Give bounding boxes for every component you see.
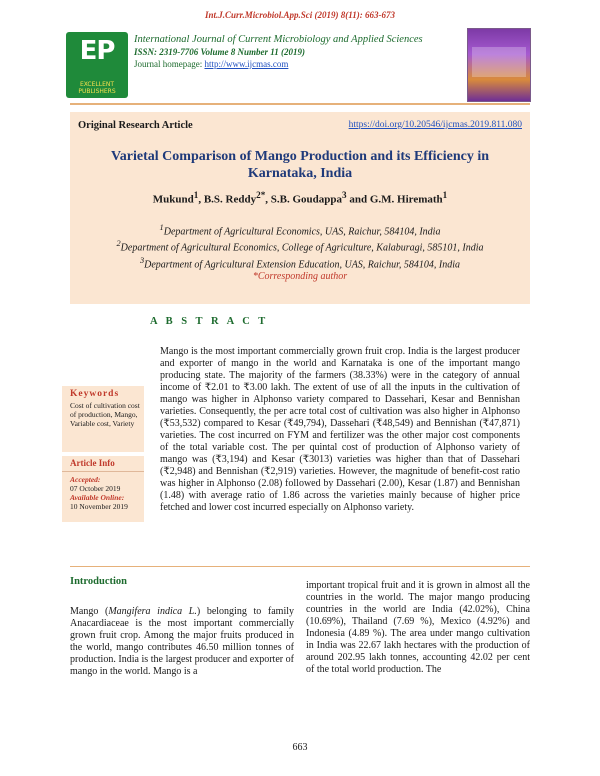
affiliation-3: $^3$Department of Agricultural Extension Education, UAS, Raichur, 584104, India (139, 255, 461, 270)
accepted-label: Accepted: (70, 475, 101, 484)
logo-letters: EP (79, 36, 115, 66)
article-type: Original Research Article (78, 120, 193, 131)
intro-right-column: important tropical fruit and it is grown in almost all the countries in the world. The major mango producing countries in the world are India (42.02%), China (10.69%), Thailand (7.69 %), Mexico (4.92%) and Indonesia (4.89 %). The area under mango cultivation in India was 22.67 lakh hectares with the production of around 202.95 lakh tonnes, accounting 42.02 per cent of the total world production. The (306, 580, 530, 675)
introduction-heading: Introduction (70, 576, 127, 587)
journal-cover-image (467, 28, 531, 102)
species-name: Mangifera indica L. (108, 606, 197, 617)
header-divider (70, 103, 530, 105)
affiliation-2: $^2$Department of Agricultural Economics, College of Agriculture, Kalaburagi, 585101, India (116, 239, 484, 254)
corresponding-author: *Corresponding author (252, 270, 348, 282)
keywords-box (62, 386, 144, 452)
journal-issn: ISSN: 2319-7706 Volume 8 Number 11 (2019) (134, 47, 306, 57)
abstract-heading: A B S T R A C T (150, 316, 269, 327)
publisher-logo (66, 32, 128, 98)
intro-left-column: Mango (Mangifera indica L.) belonging to family Anacardiaceae is the most important commercially grown fruit crop. Among the major fruits produced in the world, mango contributes 46.50 million tonnes of production. India is the largest producer and exporter of mango in the world. Mango is a (70, 606, 294, 677)
article-title: Varietal Comparison of Mango Production and its Efficiency in Karnataka, India (110, 149, 489, 181)
homepage-label: Journal homepage: (134, 59, 205, 69)
logo-text: EXCELLENT PUBLISHERS (78, 81, 116, 95)
keywords-text: Cost of cultivation cost of production, Mango, Variable cost, Variety (70, 401, 140, 428)
doi-link[interactable]: https://doi.org/10.20546/ijcmas.2019.811.080 (348, 120, 522, 130)
author-list: Mukund$^1$, B.S. Reddy$^{2*}$, S.B. Goudappa$^3$ and G.M. Hiremath$^1$ (152, 190, 448, 206)
page-number: 663 (292, 742, 308, 753)
journal-header (134, 33, 464, 95)
journal-citation: Int.J.Curr.Microbiol.App.Sci (2019) 8(11): 663-673 (204, 10, 395, 20)
abstract-divider (70, 566, 530, 567)
accepted-date: 07 October 2019 (70, 484, 121, 493)
journal-title: International Journal of Current Microbiology and Applied Sciences (134, 34, 423, 45)
article-info-box (62, 456, 144, 522)
homepage-link[interactable]: http://www.ijcmas.com (204, 59, 289, 69)
affiliation-1: $^1$Department of Agricultural Economics, UAS, Raichur, 584104, India (159, 223, 441, 238)
available-label: Available Online: (70, 493, 125, 502)
journal-homepage (134, 58, 464, 70)
available-date: 10 November 2019 (70, 502, 128, 511)
affiliations (60, 222, 540, 283)
abstract-text: Mango is the most important commercially grown fruit crop. India is the largest producer and exporter of mango in the world and Karnataka is one of the important mango producing state. The majority of the farmers (38.33%) were in the category of annual income of ₹2.01 to ₹3.00 lakh. The extent of use of all the inputs in the cultivation of mango was higher in Alphonso variety compared to Dassehari, Kesar and Bennishan varieties. Consequently, the per acre total cost of cultivation was also higher in Alphonso (₹53,532) compared to Kesar (₹49,794), Dassehari (₹48,549) and Bennishan (₹47,871) varieties. The cost incurred on FYM and fertilizer was the other major cost components of the total variable cost. The per quintal cost of production of Alphonso variety of mango was (₹3,194) and Kesar (₹3013) varieties was higher than that of Dassehari (₹2,948) and Bennishan (₹2,919) varieties. However, the magnitude of benefit-cost ratio was higher in Alphonso (2.08) followed by Dassehari (2.00), Kesar (1.87) and Bennishan (1.48) with average ratio of 1.86 across the varieties mainly because of higher price fetched and lower cost incurred especially on Alphonso variety. (160, 346, 520, 513)
keywords-heading: Keywords (70, 389, 120, 399)
article-info-heading: Article Info (62, 456, 144, 472)
